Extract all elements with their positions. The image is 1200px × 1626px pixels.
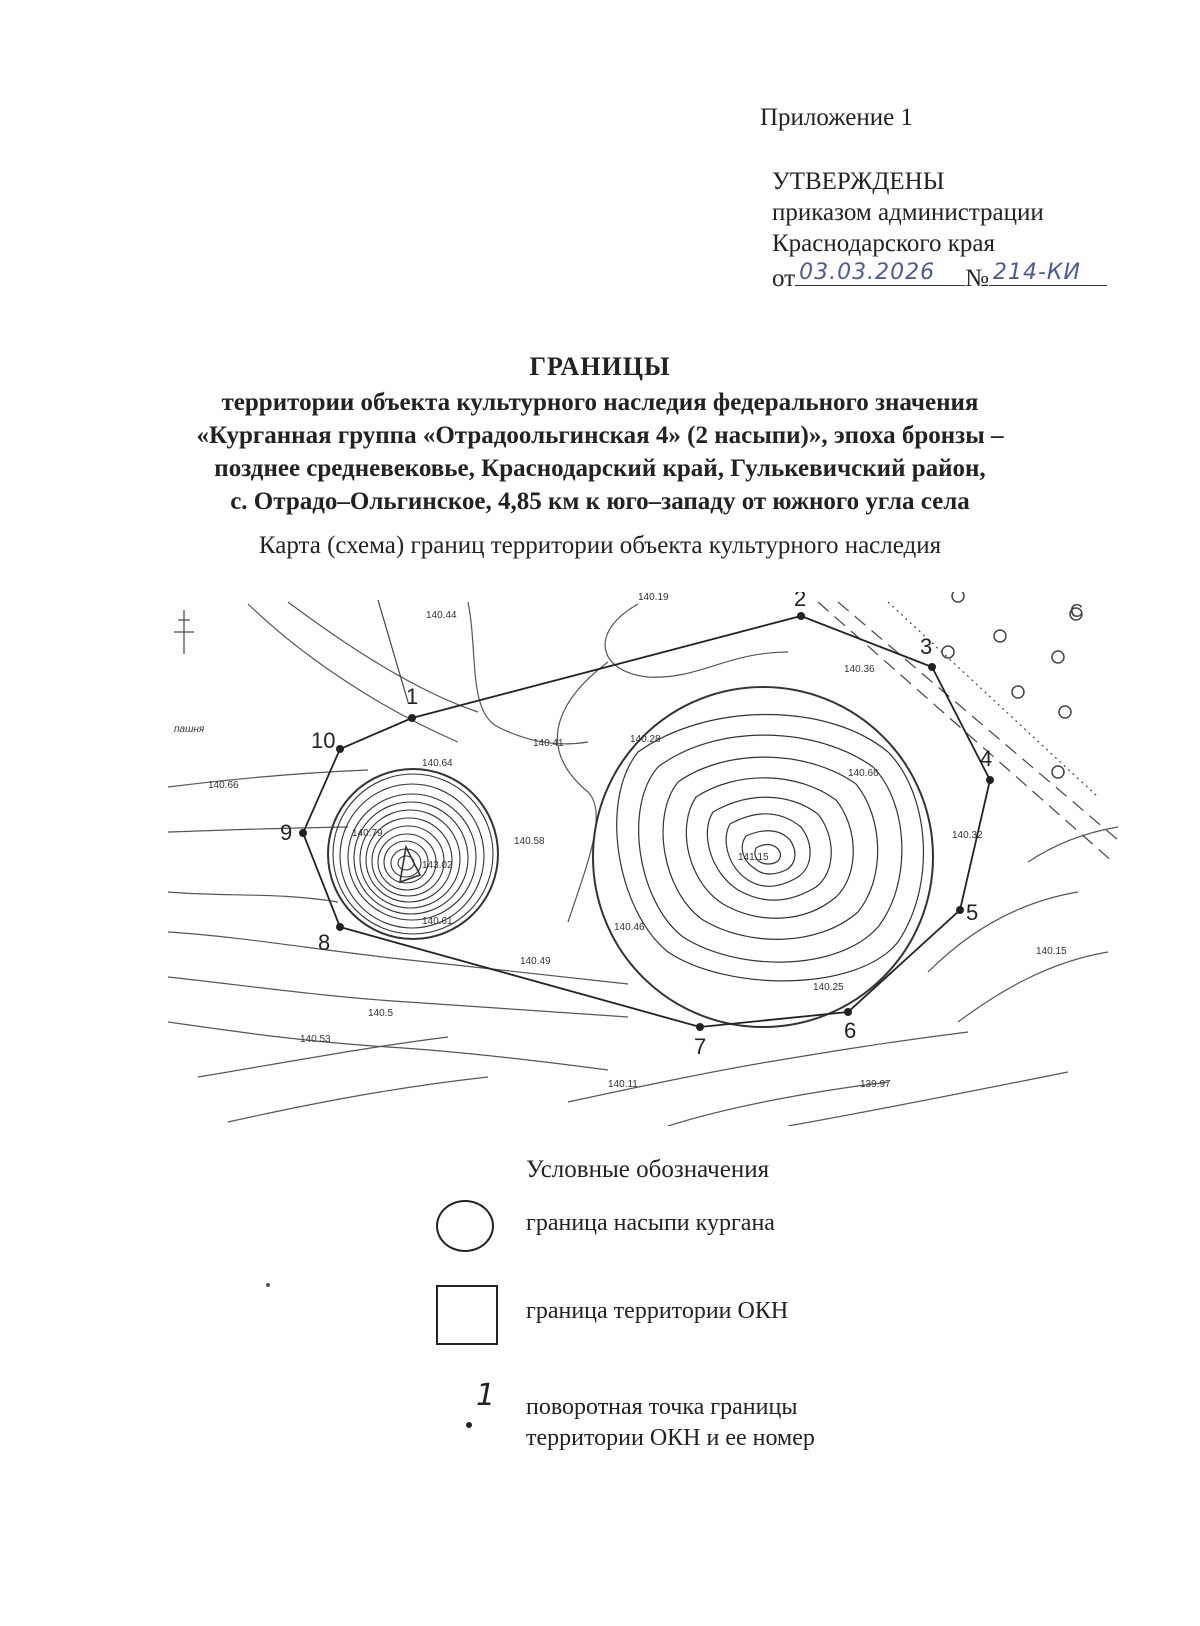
turning-point-9 <box>299 829 307 837</box>
legend-turning-point-line-1: поворотная точка границы <box>526 1394 798 1420</box>
territory-boundary <box>303 616 993 1027</box>
elevation-label: 140.46 <box>614 922 645 933</box>
turning-point-1 <box>408 714 416 722</box>
title-line-1: территории объекта культурного наследия федерального значения <box>221 389 979 416</box>
point-label-7: 7 <box>694 1034 707 1059</box>
region-label: Краснодарского края <box>772 230 995 257</box>
map-caption: Карта (схема) границ территории объекта культурного наследия <box>258 532 942 559</box>
elevation-label: 140.5 <box>368 1008 394 1019</box>
approval-block <box>772 166 1107 294</box>
legend-turning-point-line-2: территории ОКН и ее номер <box>526 1425 815 1451</box>
turning-point-4 <box>986 776 994 784</box>
elevation-label: 140.61 <box>422 916 453 927</box>
elevation-label: 140.11 <box>608 1079 638 1090</box>
by-order-label: приказом администрации <box>772 199 1044 226</box>
field-label: пашня <box>174 724 205 735</box>
point-label-6: 6 <box>844 1018 857 1043</box>
elevation-label: 140.53 <box>300 1034 331 1045</box>
handwritten-date: 03.03.2026 <box>799 260 936 285</box>
legend-mound-boundary: граница насыпи кургана <box>526 1210 775 1236</box>
turning-point-2 <box>797 612 805 620</box>
elevation-label: 140.64 <box>422 758 453 769</box>
elevation-label: 140.49 <box>520 956 551 967</box>
turning-point-5 <box>956 906 964 914</box>
turning-point-dot-symbol <box>466 1422 472 1428</box>
legend-title: Условные обозначения <box>526 1156 770 1183</box>
title-line-4: с. Отрадо–Ольгинское, 4,85 км к юго–западу от южного угла села <box>230 488 970 515</box>
elevation-label: 141.15 <box>738 852 769 863</box>
elevation-label: 140.19 <box>638 592 669 603</box>
point-label-4: 4 <box>980 746 993 771</box>
elevation-label: 143.02 <box>422 860 453 871</box>
point-label-9: 9 <box>280 820 293 845</box>
document-title <box>0 352 1200 518</box>
point-label-8: 8 <box>318 930 331 955</box>
point-label-1: 1 <box>406 684 419 709</box>
legend-turning-point <box>526 1392 815 1454</box>
number-prefix: № <box>965 265 989 292</box>
date-number-line <box>772 259 1107 294</box>
elevation-label: 140.66 <box>208 780 239 791</box>
turning-point-7 <box>696 1023 704 1031</box>
terrain-contours <box>168 602 1118 1126</box>
elevation-label: 139.97 <box>860 1079 891 1090</box>
elevation-label: 140.32 <box>952 830 983 841</box>
turning-points <box>299 612 994 1031</box>
title-line-3: позднее средневековье, Краснодарский край, Гулькевичский район, <box>214 455 986 482</box>
turning-point-6 <box>844 1008 852 1016</box>
territory-boundary-symbol <box>436 1285 498 1345</box>
point-label-2: 2 <box>794 592 807 611</box>
road-lines <box>378 600 1118 862</box>
elevation-label: 140.36 <box>844 664 875 675</box>
elevation-label: 140.66 <box>848 768 879 779</box>
legend-territory-boundary: граница территории ОКН <box>526 1298 789 1324</box>
elevation-label: 140.15 <box>1036 946 1067 957</box>
date-prefix: от <box>772 265 796 292</box>
title-line-2: «Курганная группа «Отрадоольгинская 4» (2 насыпи)», эпоха бронзы – <box>196 422 1004 449</box>
small-mound <box>328 769 498 939</box>
turning-point-number-symbol: 1 <box>476 1378 496 1413</box>
point-label-5: 5 <box>966 900 979 925</box>
elevation-label: 140.41 <box>533 738 564 749</box>
point-label-3: 3 <box>920 634 933 659</box>
elevation-marks <box>208 592 1067 1090</box>
north-arrow <box>174 610 194 654</box>
turning-point-3 <box>928 663 936 671</box>
mound-boundary-symbol <box>436 1200 494 1252</box>
approved-label: УТВЕРЖДЕНЫ <box>772 168 945 195</box>
turning-point-10 <box>336 745 344 753</box>
handwritten-number: 214-КИ <box>992 260 1081 285</box>
turning-point-8 <box>336 923 344 931</box>
elevation-label: 140.79 <box>352 828 383 839</box>
date-field <box>795 259 965 286</box>
scan-speck <box>266 1283 270 1287</box>
number-field <box>989 259 1107 286</box>
north-marker-label: С <box>1070 601 1083 621</box>
boundary-map <box>168 592 1118 1126</box>
elevation-label: 140.58 <box>514 836 545 847</box>
title-main: ГРАНИЦЫ <box>529 352 671 381</box>
elevation-label: 140.44 <box>426 610 457 621</box>
point-label-10: 10 <box>311 728 336 753</box>
elevation-label: 140.25 <box>813 982 844 993</box>
elevation-label: 140.28 <box>630 734 661 745</box>
appendix-label: Приложение 1 <box>760 104 913 131</box>
